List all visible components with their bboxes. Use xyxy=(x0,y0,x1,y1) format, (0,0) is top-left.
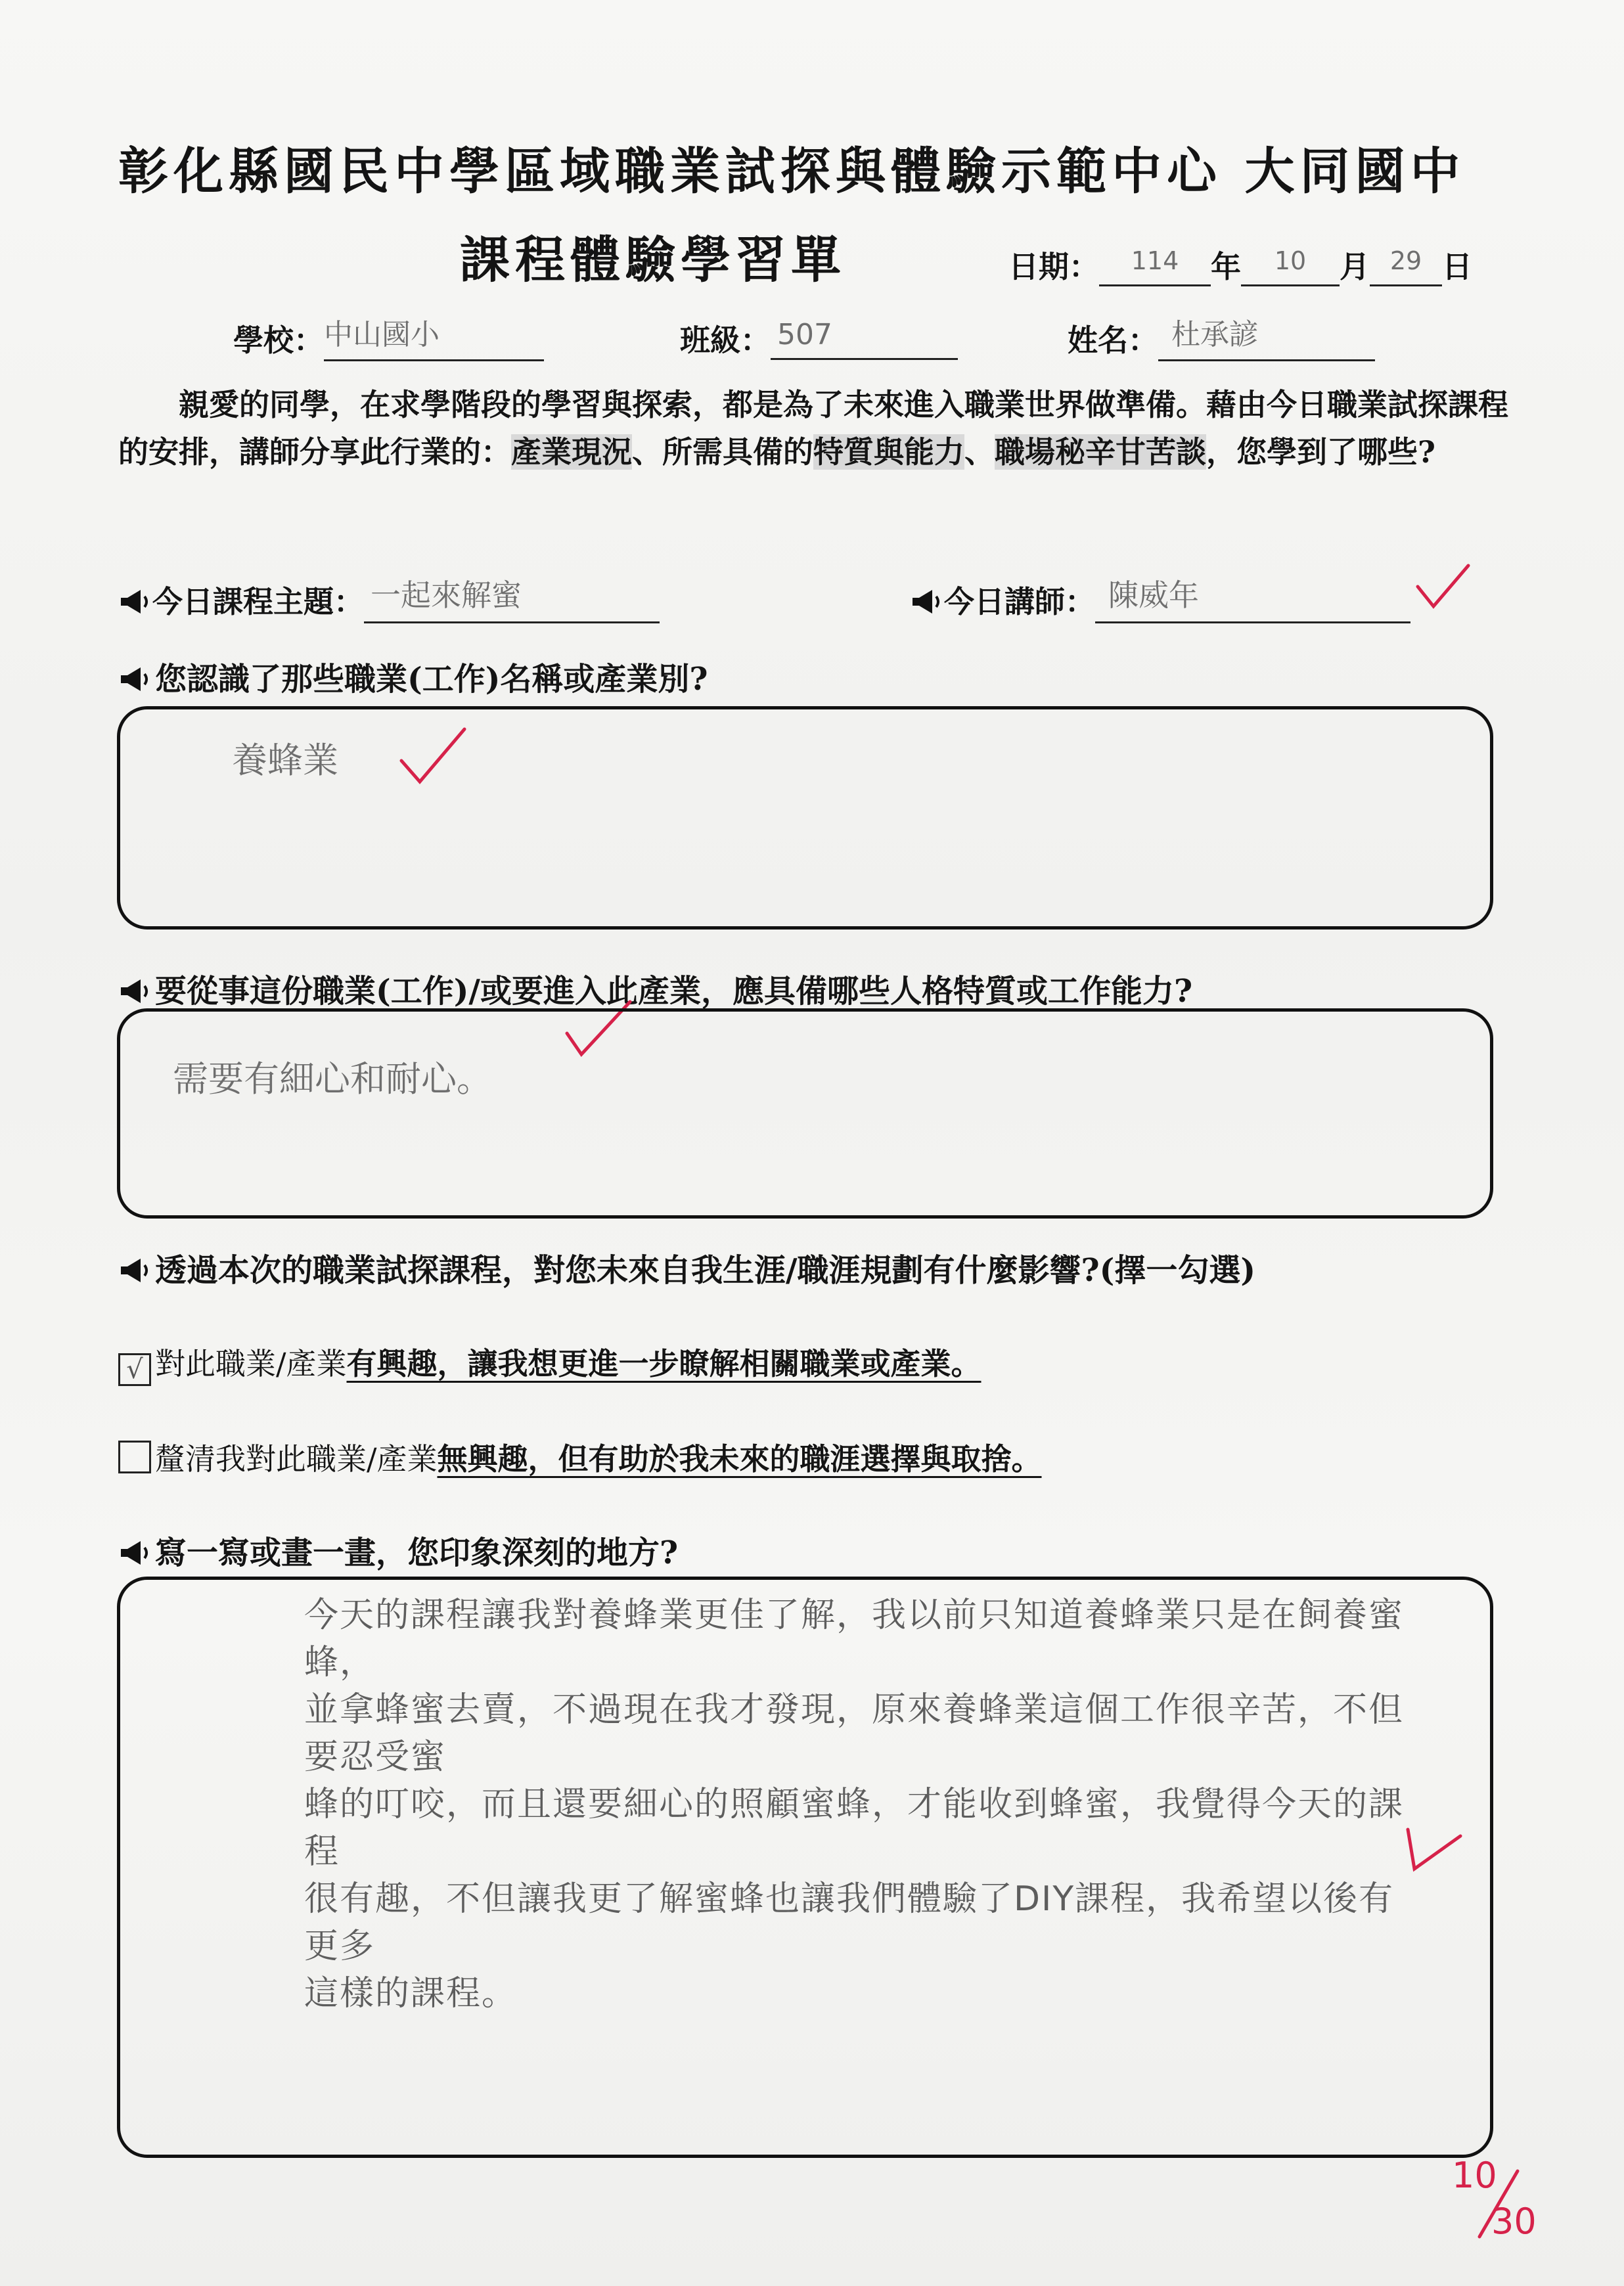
option-interested[interactable]: √ 對此職業/產業有興趣，讓我想更進一步瞭解相關職業或產業。 xyxy=(118,1340,981,1386)
course-topic-row xyxy=(118,578,660,623)
date-year-field[interactable]: 114 xyxy=(1099,249,1211,286)
name-row xyxy=(1068,317,1375,361)
teacher-row xyxy=(910,578,1410,623)
name-label: 姓名： xyxy=(1068,323,1158,358)
school-label: 學校： xyxy=(233,323,324,358)
highlight-traits: 特質與能力 xyxy=(813,434,964,470)
score-earned: 10 xyxy=(1452,2155,1497,2196)
megaphone-icon xyxy=(118,589,152,615)
question-4: 寫一寫或畫一畫，您印象深刻的地方? xyxy=(118,1527,678,1573)
class-row xyxy=(680,317,958,360)
check-mark-icon xyxy=(1401,1816,1467,1882)
answer-2-box[interactable] xyxy=(117,1008,1493,1219)
topic-label: 今日課程主題： xyxy=(152,584,364,619)
intro-paragraph: 親愛的同學，在求學階段的學習與探索，都是為了未來進入職業世界做準備。藉由今日職業試探課程的安排，講師分享此行業的：產業現況、所需具備的特質與能力、職場秘辛甘苦談，您學到了哪些? xyxy=(118,387,1508,470)
teacher-field[interactable]: 陳威年 xyxy=(1095,578,1410,623)
megaphone-icon xyxy=(118,978,152,1004)
megaphone-icon xyxy=(118,1257,152,1284)
megaphone-icon xyxy=(118,666,152,692)
topic-field[interactable]: 一起來解蜜 xyxy=(364,578,660,623)
check-mark-icon xyxy=(1412,562,1472,614)
date-row: 日期： $^{114}$ 年 $^{10}$ 月 $^{29}$ 日 xyxy=(1008,243,1472,286)
page-title: 彰化縣國民中學區域職業試探與體驗示範中心 大同國中 xyxy=(118,142,1466,200)
answer-2-text: 需要有細心和耐心。 xyxy=(173,1058,492,1100)
answer-4-box[interactable] xyxy=(117,1577,1493,2158)
date-label: 日期： xyxy=(1008,249,1099,284)
name-field[interactable]: 杜承諺 xyxy=(1158,317,1375,361)
option-not-interested[interactable]: 釐清我對此職業/產業無興趣，但有助於我未來的職涯選擇與取捨。 xyxy=(118,1435,1042,1479)
highlight-workplace-stories: 職場秘辛甘苦談 xyxy=(995,434,1206,470)
school-field[interactable]: 中山國小 xyxy=(324,317,544,361)
megaphone-icon xyxy=(910,589,944,615)
question-1: 您認識了那些職業(工作)名稱或產業別? xyxy=(118,654,708,699)
worksheet-subtitle: 課程體驗學習單 xyxy=(460,231,846,289)
class-field[interactable]: 507 xyxy=(771,323,958,360)
answer-1-box[interactable] xyxy=(117,706,1493,930)
check-mark-icon xyxy=(396,723,468,788)
answer-4-line: 這樣的課程。 xyxy=(304,1974,518,2013)
megaphone-icon xyxy=(118,1540,152,1566)
score-total: 30 xyxy=(1491,2201,1537,2242)
checkbox-icon[interactable]: √ xyxy=(118,1353,151,1386)
school-row xyxy=(233,317,544,361)
score-mark xyxy=(1445,2155,1564,2253)
teacher-label: 今日講師： xyxy=(944,584,1095,619)
highlight-industry-status: 產業現況 xyxy=(511,434,632,470)
answer-4-line: 今天的課程讓我對養蜂業更佳了解，我以前只知道養蜂業只是在飼養蜜蜂， xyxy=(304,1596,1405,1682)
checkbox-icon[interactable] xyxy=(118,1441,151,1473)
answer-4-line: 蜂的叮咬，而且還要細心的照顧蜜蜂，才能收到蜂蜜，我覺得今天的課程 xyxy=(304,1785,1405,1871)
question-2: 要從事這份職業(工作)/或要進入此產業，應具備哪些人格特質或工作能力? xyxy=(118,966,1192,1011)
class-label: 班級： xyxy=(680,323,771,358)
answer-4-line: 很有趣，不但讓我更了解蜜蜂也讓我們體驗了DIY課程，我希望以後有更多 xyxy=(304,1879,1395,1966)
answer-4-text xyxy=(304,1592,1421,2017)
question-3: 透過本次的職業試探課程，對您未來自我生涯/職涯規劃有什麼影響?(擇一勾選) xyxy=(118,1245,1255,1290)
answer-4-line: 並拿蜂蜜去賣，不過現在我才發現，原來養蜂業這個工作很辛苦，不但要忍受蜜 xyxy=(304,1690,1405,1777)
date-month-field[interactable]: 10 xyxy=(1241,249,1340,286)
answer-1-text: 養蜂業 xyxy=(232,740,338,781)
date-day-field[interactable]: 29 xyxy=(1370,249,1442,286)
